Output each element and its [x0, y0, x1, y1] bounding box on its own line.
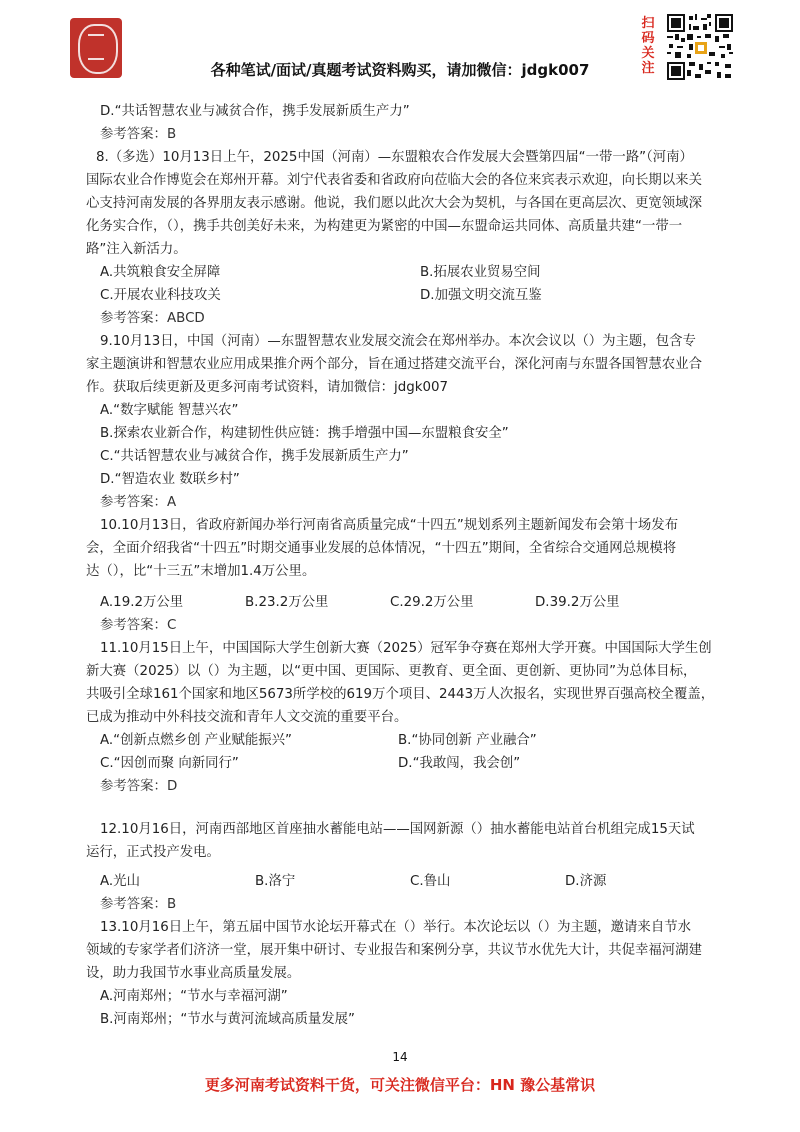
option: C.“共话智慧农业与减贫合作，携手发展新质生产力”	[100, 449, 409, 464]
option: D.“智造农业 数联乡村”	[100, 472, 240, 487]
text-line: 作。获取后续更新及更多河南考试资料，请加微信：jdgk007	[86, 380, 449, 395]
scan-label: 扫 码 关 注	[641, 16, 655, 76]
page-number: 14	[392, 1050, 408, 1064]
answer-line: 参考答案：ABCD	[100, 311, 205, 326]
q8-options-row-1	[100, 261, 712, 284]
option: B.23.2万公里	[245, 595, 329, 610]
option: B.河南郑州；“节水与黄河流域高质量发展”	[100, 1012, 355, 1027]
option: C.鲁山	[410, 874, 451, 889]
text-line: 设，助力我国节水事业高质量发展。	[86, 966, 301, 981]
text-line: 化务实合作，（），携手共创美好未来，为构建更为紧密的中国—东盟命运共同体、高质量共建“一带一	[86, 219, 683, 234]
option: C.“因创而聚 向新同行”	[100, 756, 239, 771]
q8-options-row-2	[100, 284, 712, 307]
q12-options	[100, 870, 712, 893]
text-line: 共吸引全球161个国家和地区5673所学校的619万个项目、2443万人次报名，实现世界百强高校全覆盖，	[86, 687, 715, 702]
option: A.“创新点燃乡创 产业赋能振兴”	[100, 733, 292, 748]
answer-line: 参考答案：B	[100, 127, 177, 142]
text-line: D.“共话智慧农业与减贫合作，携手发展新质生产力”	[100, 104, 410, 119]
answer-line: 参考答案：D	[100, 779, 178, 794]
option: A.光山	[100, 874, 140, 889]
text-line: 领域的专家学者们济济一堂，展开集中研讨、专业报告和案例分享，共议节水优先大计，共促幸福河湖建	[86, 943, 702, 958]
question-13: 13.10月16日上午，第五届中国节水论坛开幕式在（）举行。本次论坛以（）为主题，邀请来自节水	[100, 920, 691, 935]
document-body	[86, 100, 715, 1031]
option: B.探索农业新合作，构建韧性供应链：携手增强中国—东盟粮食安全”	[100, 426, 509, 441]
text-line: 心支持河南发展的各界朋友表示感谢。他说，我们愿以此次大会为契机，与各国在更高层次、更宽领域深	[86, 196, 702, 211]
text-line: 达（），比“十三五”末增加1.4万公里。	[86, 564, 316, 579]
question-9: 9.10月13日，中国（河南）—东盟智慧农业发展交流会在郑州举办。本次会议以（）为主题，包含专	[100, 334, 696, 349]
text-line: 新大赛（2025）以（）为主题，以“更中国、更国际、更教育、更全面、更创新、更协同”为总体目标，	[86, 664, 697, 679]
answer-line: 参考答案：C	[100, 618, 177, 633]
question-12: 12.10月16日，河南西部地区首座抽水蓄能电站——国网新源（）抽水蓄能电站首台机组完成15天试	[100, 822, 695, 837]
option: A.河南郑州；“节水与幸福河湖”	[100, 989, 288, 1004]
text-line: 家主题演讲和智慧农业应用成果推介两个部分，旨在通过搭建交流平台，深化河南与东盟各国智慧农业合	[86, 357, 702, 372]
question-10: 10.10月13日，省政府新闻办举行河南省高质量完成“十四五”规划系列主题新闻发布会第十场发布	[100, 518, 679, 533]
text-line: 运行，正式投产发电。	[86, 845, 220, 860]
question-11: 11.10月15日上午，中国国际大学生创新大赛（2025）冠军争夺赛在郑州大学开赛。中国国际大学生创	[100, 641, 712, 656]
question-8: 8.（多选）10月13日上午，2025中国（河南）—东盟粮农合作发展大会暨第四届“一带一路”（河南）	[96, 150, 693, 165]
text-line: 路”注入新活力。	[86, 242, 187, 257]
option: D.加强文明交流互鉴	[420, 288, 542, 303]
option: B.洛宁	[255, 874, 296, 889]
option: D.“我敢闯，我会创”	[398, 756, 521, 771]
header-title: 各种笔试/面试/真题考试资料购买，请加微信：jdgk007	[210, 61, 590, 79]
footer-note: 更多河南考试资料干货，可关注微信平台：HN 豫公基常识	[204, 1076, 596, 1094]
q11-options-row-1	[100, 729, 712, 752]
option: D.济源	[565, 874, 607, 889]
option: A.共筑粮食安全屏障	[100, 265, 221, 280]
option: C.开展农业科技攻关	[100, 288, 221, 303]
option: A.“数字赋能 智慧兴农”	[100, 403, 239, 418]
text-line: 已成为推动中外科技交流和青年人文交流的重要平台。	[86, 710, 408, 725]
option: B.“协同创新 产业融合”	[398, 733, 537, 748]
q10-options	[100, 591, 712, 614]
text-line: 国际农业合作博览会在郑州开幕。刘宁代表省委和省政府向莅临大会的各位来宾表示欢迎，向长期以来关	[86, 173, 702, 188]
answer-line: 参考答案：B	[100, 897, 177, 912]
option: B.拓展农业贸易空间	[420, 265, 541, 280]
option: D.39.2万公里	[535, 595, 620, 610]
answer-line: 参考答案：A	[100, 495, 177, 510]
q11-options-row-2	[100, 752, 712, 775]
option: C.29.2万公里	[390, 595, 474, 610]
option: A.19.2万公里	[100, 595, 184, 610]
text-line: 会，全面介绍我省“十四五”时期交通事业发展的总体情况，“十四五”期间，全省综合交通网总规模将	[86, 541, 677, 556]
